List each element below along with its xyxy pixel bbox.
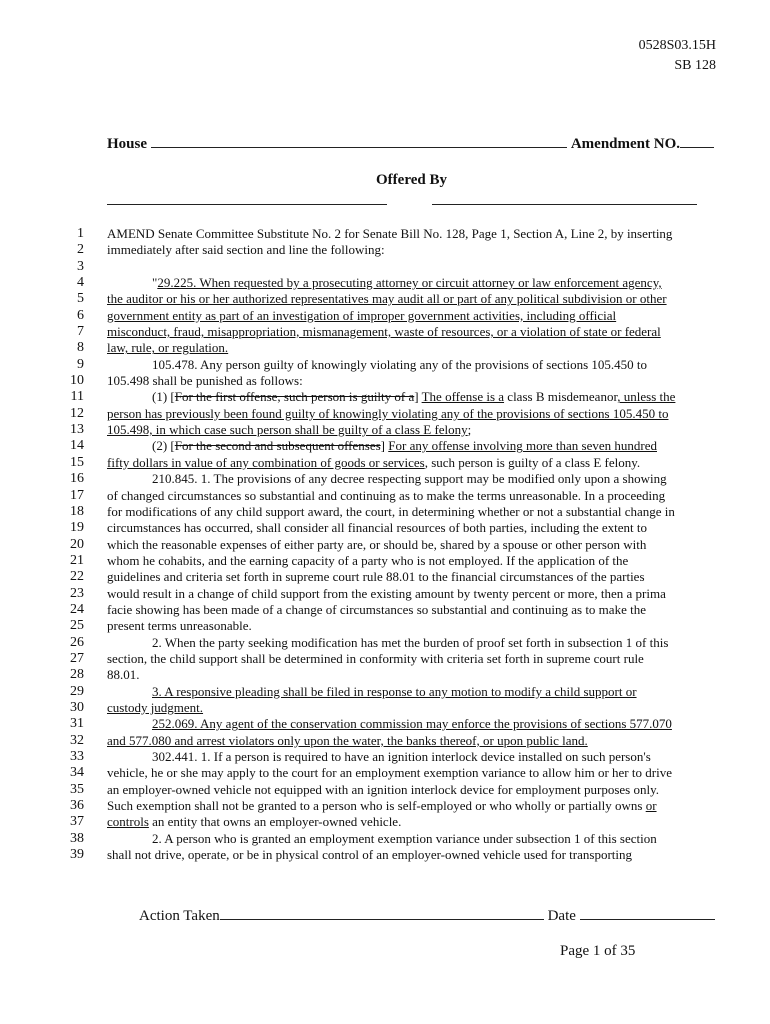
line-number: 10 xyxy=(70,373,84,389)
line-number: 39 xyxy=(70,847,84,863)
line-number: 21 xyxy=(70,552,84,568)
text-segment: 105.498 shall be punished as follows: xyxy=(107,373,303,389)
text-segment: 210.845. 1. The provisions of any decree respecting support may be modified only upon a showing xyxy=(152,471,667,487)
line-number: 2 xyxy=(77,242,84,258)
line-text xyxy=(152,635,668,651)
line-number: 27 xyxy=(70,650,84,666)
text-line xyxy=(60,733,720,749)
line-number: 1 xyxy=(77,226,84,241)
line-number: 24 xyxy=(70,601,84,617)
text-line xyxy=(60,651,720,667)
text-segment: ] xyxy=(380,438,389,454)
line-number: 35 xyxy=(70,781,84,797)
text-segment: section, the child support shall be determined in conformity with criteria set forth in supreme court rule xyxy=(107,650,644,666)
line-number: 20 xyxy=(70,536,84,552)
bill-number: SB 128 xyxy=(674,58,716,73)
text-line xyxy=(60,553,720,569)
line-number: 17 xyxy=(70,487,84,503)
text-segment: for modifications of any child support award, the court, in determining whether or not a substantial change in xyxy=(107,503,675,519)
text-segment: ; xyxy=(467,422,472,438)
text-segment: circumstances has occurred, shall consider all financial resources of both parties, including the extent to xyxy=(107,520,648,536)
text-segment: of changed circumstances so substantial and continuing as to make the terms unreasonable. In a proceeding xyxy=(107,487,666,503)
text-segment: 2. A person who is granted an employment exemption variance under subsection 1 of this section xyxy=(152,830,657,846)
text-line xyxy=(60,847,720,863)
inserted-text: or xyxy=(645,798,657,814)
inserted-text: 105.498, in which case such person shall be guilty of a class E felony xyxy=(107,422,468,438)
date-label: Date xyxy=(547,908,576,924)
amendment-text-body xyxy=(60,226,720,863)
text-line xyxy=(60,684,720,700)
text-line xyxy=(60,438,720,454)
line-number: 37 xyxy=(70,814,84,830)
inserted-text: , unless the xyxy=(617,389,676,405)
line-text xyxy=(107,422,471,438)
text-segment: an entity that owns an employer-owned vehicle. xyxy=(148,814,402,830)
text-line xyxy=(60,291,720,307)
line-number: 30 xyxy=(70,699,84,715)
house-label: House xyxy=(107,136,148,152)
text-segment: guidelines and criteria set forth in supreme court rule 88.01 to the financial circumstances of the parties xyxy=(107,569,645,585)
line-text xyxy=(107,651,644,667)
text-line xyxy=(60,765,720,781)
line-text xyxy=(152,684,637,700)
document-code: 0528S03.15H xyxy=(638,38,716,53)
line-number: 3 xyxy=(77,258,84,274)
text-line xyxy=(60,520,720,536)
deleted-text: For the first offense, such person is guilty of a xyxy=(174,389,415,405)
line-number: 19 xyxy=(70,520,84,536)
line-text xyxy=(107,814,401,830)
amendment-title-row xyxy=(107,135,714,153)
text-line xyxy=(60,831,720,847)
line-text xyxy=(107,242,385,258)
text-line xyxy=(60,700,720,716)
line-number: 26 xyxy=(70,634,84,650)
line-text xyxy=(107,618,252,634)
text-line xyxy=(60,814,720,830)
text-line xyxy=(60,782,720,798)
action-taken-blank xyxy=(220,907,544,920)
deleted-text: For the second and subsequent offenses xyxy=(174,438,381,454)
line-text xyxy=(152,389,675,405)
text-line xyxy=(60,422,720,438)
text-line xyxy=(60,749,720,765)
text-line xyxy=(60,667,720,683)
line-text xyxy=(152,831,657,847)
line-text xyxy=(107,455,640,471)
text-segment: 2. When the party seeking modification has met the burden of proof set forth in subsection 1 of this xyxy=(152,634,669,650)
text-line xyxy=(60,635,720,651)
line-text xyxy=(107,226,672,242)
house-blank xyxy=(151,135,567,148)
inserted-text: 3. A responsive pleading shall be filed in response to any motion to modify a child support or xyxy=(152,683,637,699)
text-segment: , such person is guilty of a class E felony. xyxy=(424,454,641,470)
text-segment: an employer-owned vehicle not equipped with an ignition interlock device for employment purposes only. xyxy=(107,781,659,797)
inserted-text: 252.069. Any agent of the conservation commission may enforce the provisions of sections 577.070 xyxy=(152,716,672,732)
text-segment: 88.01. xyxy=(107,667,140,683)
action-taken-label: Action Taken xyxy=(139,908,220,924)
line-text xyxy=(107,324,661,340)
line-number: 38 xyxy=(70,830,84,846)
text-line xyxy=(60,259,720,275)
line-text xyxy=(107,733,588,749)
line-number: 25 xyxy=(70,618,84,634)
inserted-text: the auditor or his or her authorized representatives may audit all or part of any political subdivision or other xyxy=(107,291,667,307)
text-line xyxy=(60,488,720,504)
text-segment: class B misdemeanor xyxy=(504,389,618,405)
text-line xyxy=(60,357,720,373)
line-text xyxy=(107,340,228,356)
amendment-number-blank xyxy=(680,135,714,148)
line-number: 18 xyxy=(70,503,84,519)
inserted-text: For any offense involving more than seven hundred xyxy=(388,438,657,454)
line-text xyxy=(107,291,667,307)
text-segment: shall not drive, operate, or be in physical control of an employer-owned vehicle used for transporting xyxy=(107,847,632,863)
line-text xyxy=(107,406,668,422)
line-text xyxy=(107,602,646,618)
line-text xyxy=(107,373,303,389)
line-text xyxy=(107,504,675,520)
line-text xyxy=(107,798,657,814)
line-text xyxy=(152,357,647,373)
action-taken-row xyxy=(139,907,715,925)
line-text xyxy=(107,488,665,504)
text-segment: ] xyxy=(414,389,422,405)
text-segment: 105.478. Any person guilty of knowingly violating any of the provisions of sections 105.450 to xyxy=(152,356,648,372)
line-number: 28 xyxy=(70,667,84,683)
signature-line-right xyxy=(432,204,697,205)
line-number: 12 xyxy=(70,405,84,421)
page-number: Page 1 of 35 xyxy=(560,943,636,959)
signature-line-left xyxy=(107,204,387,205)
text-line xyxy=(60,242,720,258)
inserted-text: and 577.080 and arrest violators only upon the water, the banks thereof, or upon public land. xyxy=(107,732,588,748)
amendment-number-label: Amendment NO. xyxy=(570,136,680,152)
line-number: 16 xyxy=(70,471,84,487)
line-text xyxy=(107,847,632,863)
line-text xyxy=(107,569,645,585)
line-number: 5 xyxy=(77,291,84,307)
line-number: 31 xyxy=(70,716,84,732)
text-line xyxy=(60,455,720,471)
offered-by-label: Offered By xyxy=(376,172,447,188)
text-segment: would result in a change of child support from the existing amount by twenty percent or more, then a prima xyxy=(107,585,666,601)
text-segment: " xyxy=(152,275,158,291)
inserted-text: person has previously been found guilty of knowingly violating any of the provisions of sections 105.450 to xyxy=(107,405,669,421)
line-number: 34 xyxy=(70,765,84,781)
text-segment: which the reasonable expenses of either party are, or should be, shared by a spouse or other person with xyxy=(107,536,647,552)
line-text xyxy=(107,537,646,553)
text-line xyxy=(60,471,720,487)
text-line xyxy=(60,226,720,242)
line-number: 33 xyxy=(70,749,84,764)
line-number: 7 xyxy=(77,324,84,340)
line-text xyxy=(107,667,140,683)
text-line xyxy=(60,373,720,389)
line-text xyxy=(152,275,662,291)
text-segment: present terms unreasonable. xyxy=(107,618,252,634)
inserted-text: law, rule, or regulation. xyxy=(107,340,229,356)
text-line xyxy=(60,586,720,602)
text-line xyxy=(60,618,720,634)
line-number: 14 xyxy=(70,438,84,454)
line-text xyxy=(107,586,666,602)
line-number: 22 xyxy=(70,569,84,585)
text-segment: vehicle, he or she may apply to the court for an employment exemption variance to allow him or her to drive xyxy=(107,765,672,781)
inserted-text: misconduct, fraud, misappropriation, mismanagement, waste of resources, or a violation of state or federal xyxy=(107,324,661,340)
inserted-text: custody judgment. xyxy=(107,699,204,715)
line-text xyxy=(107,553,628,569)
line-text xyxy=(107,308,616,324)
text-line xyxy=(60,798,720,814)
text-line xyxy=(60,389,720,405)
line-text xyxy=(152,716,672,732)
inserted-text: controls xyxy=(107,814,149,830)
date-blank xyxy=(580,907,715,920)
inserted-text: The offense is a xyxy=(421,389,505,405)
line-text xyxy=(152,749,651,765)
text-line xyxy=(60,716,720,732)
text-line xyxy=(60,602,720,618)
text-segment: Such exemption shall not be granted to a person who is self-employed or who wholly or partially owns xyxy=(107,798,646,814)
line-text xyxy=(152,438,657,454)
inserted-text: government entity as part of an investigation of improper government activities, including official xyxy=(107,307,617,323)
text-segment: (1) [ xyxy=(152,389,175,405)
line-number: 29 xyxy=(70,683,84,699)
text-line xyxy=(60,537,720,553)
line-number: 15 xyxy=(70,454,84,470)
line-number: 36 xyxy=(70,798,84,814)
line-number: 32 xyxy=(70,732,84,748)
text-line xyxy=(60,275,720,291)
line-text xyxy=(107,700,203,716)
text-segment: facie showing has been made of a change of circumstances so substantial and continuing as to make the xyxy=(107,601,646,617)
line-number: 13 xyxy=(70,422,84,438)
text-line xyxy=(60,569,720,585)
line-number: 8 xyxy=(77,340,84,356)
line-number: 23 xyxy=(70,585,84,601)
inserted-text: fifty dollars in value of any combination of goods or services xyxy=(107,454,425,470)
line-text xyxy=(152,471,667,487)
line-number: 9 xyxy=(77,356,84,372)
text-line xyxy=(60,324,720,340)
line-number: 6 xyxy=(77,307,84,323)
text-segment: (2) [ xyxy=(152,438,175,454)
line-number: 11 xyxy=(70,389,84,405)
line-number: 4 xyxy=(77,275,84,291)
line-text xyxy=(107,782,659,798)
text-line xyxy=(60,340,720,356)
line-text xyxy=(107,765,672,781)
line-text xyxy=(107,520,647,536)
text-line xyxy=(60,504,720,520)
text-segment: AMEND Senate Committee Substitute No. 2 for Senate Bill No. 128, Page 1, Section A, Line 2, by inserting xyxy=(107,226,673,241)
text-line xyxy=(60,308,720,324)
text-segment: immediately after said section and line the following: xyxy=(107,242,385,258)
inserted-text: 29.225. When requested by a prosecuting attorney or circuit attorney or law enforcement agency, xyxy=(157,275,662,291)
text-line xyxy=(60,406,720,422)
text-segment: whom he cohabits, and the earning capacity of a party who is not employed. If the application of the xyxy=(107,552,629,568)
text-segment: 302.441. 1. If a person is required to have an ignition interlock device installed on such person's xyxy=(152,749,651,764)
